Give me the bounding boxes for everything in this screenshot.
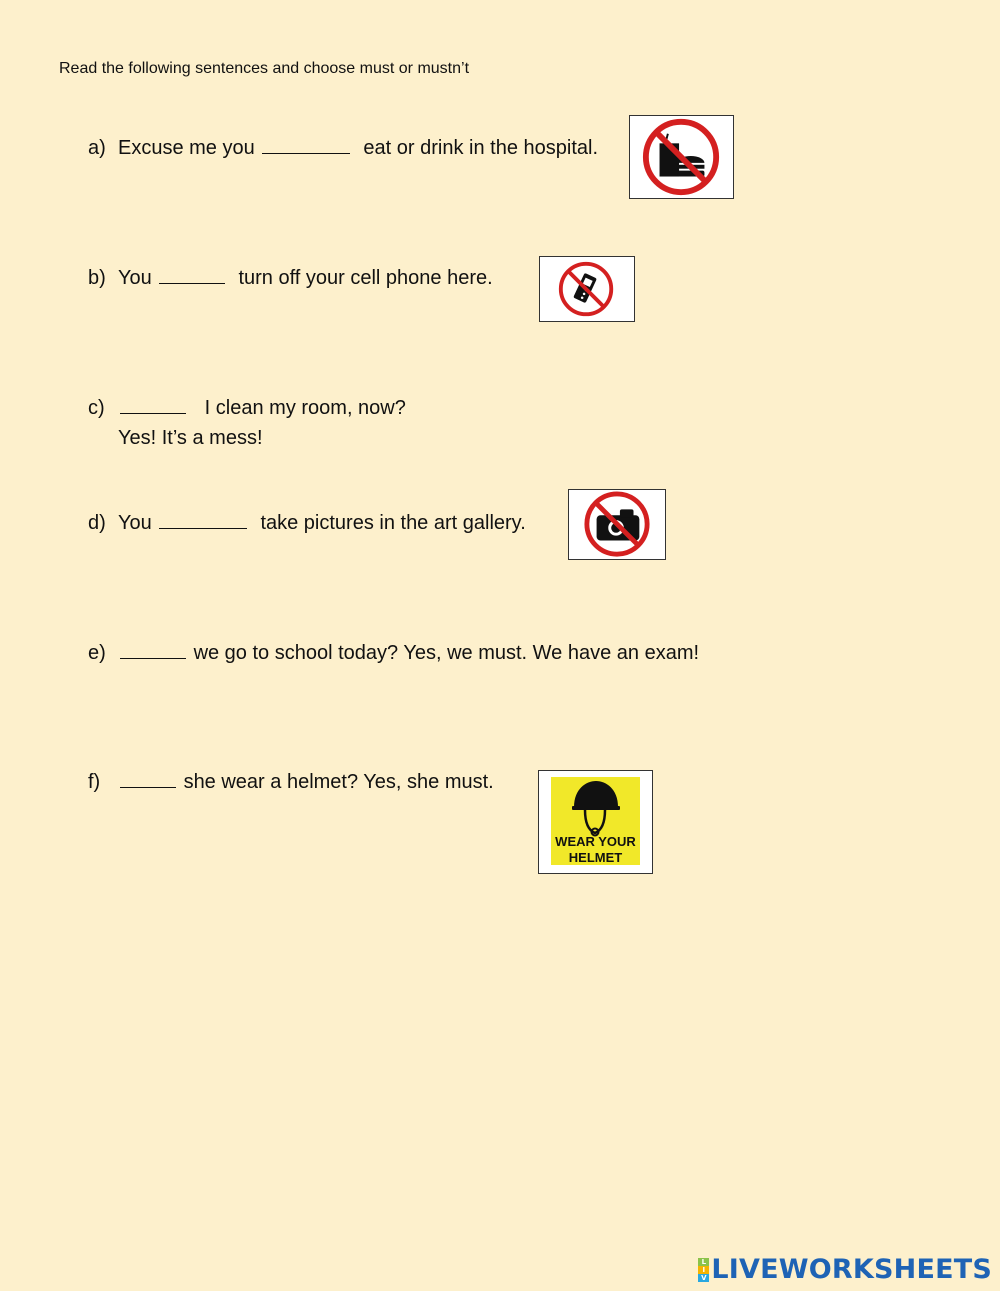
logo-letter: I	[698, 1266, 709, 1274]
instructions: Read the following sentences and choose must or mustn’t	[59, 60, 470, 77]
exercise-item-a	[88, 133, 598, 163]
item-text-after: we go to school today? Yes, we must. We have an exam!	[193, 642, 700, 664]
item-letter: a)	[88, 137, 106, 159]
no-cell-phone-icon	[539, 256, 635, 322]
helmet-sign-text	[551, 834, 640, 866]
logo-letter: V	[698, 1274, 709, 1282]
item-text-before: Excuse me you	[118, 137, 255, 159]
item-text-before: You	[118, 267, 152, 289]
item-text-after: she wear a helmet? Yes, she must.	[183, 771, 494, 793]
answer-blank[interactable]	[120, 769, 176, 788]
item-letter: b)	[88, 267, 106, 289]
exercise-item-d	[88, 508, 526, 538]
exercise-item-e	[88, 638, 699, 668]
exercise-item-f	[88, 767, 494, 797]
answer-blank[interactable]	[120, 640, 186, 659]
no-camera-icon	[568, 489, 666, 560]
helmet-icon	[571, 779, 621, 839]
logo-blocks	[698, 1258, 709, 1282]
item-letter: c)	[88, 397, 105, 419]
answer-blank[interactable]	[262, 135, 350, 154]
answer-blank[interactable]	[159, 265, 225, 284]
logo-text: LIVEWORKSHEETS	[711, 1254, 992, 1285]
helmet-sign-line2: HELMET	[568, 850, 623, 865]
no-food-drink-icon	[629, 115, 734, 199]
wear-helmet-sign	[538, 770, 653, 874]
item-letter: e)	[88, 642, 106, 664]
item-text-after: I clean my room, now?	[204, 397, 406, 419]
item-text-after: turn off your cell phone here.	[238, 267, 493, 289]
liveworksheets-logo[interactable]	[698, 1254, 992, 1285]
logo-letter: L	[698, 1258, 709, 1266]
item-letter: f)	[88, 771, 101, 793]
answer-blank[interactable]	[120, 395, 186, 414]
exercise-item-b	[88, 263, 493, 293]
item-text-after: take pictures in the art gallery.	[260, 512, 526, 534]
item-letter: d)	[88, 512, 106, 534]
answer-blank[interactable]	[159, 510, 247, 529]
item-text-after: eat or drink in the hospital.	[363, 137, 599, 159]
helmet-sign-panel	[551, 777, 640, 865]
helmet-sign-line1: WEAR YOUR	[555, 834, 636, 849]
item-text-before: You	[118, 512, 152, 534]
exercise-item-c	[88, 393, 406, 453]
item-answer-line: Yes! It’s a mess!	[118, 427, 263, 449]
